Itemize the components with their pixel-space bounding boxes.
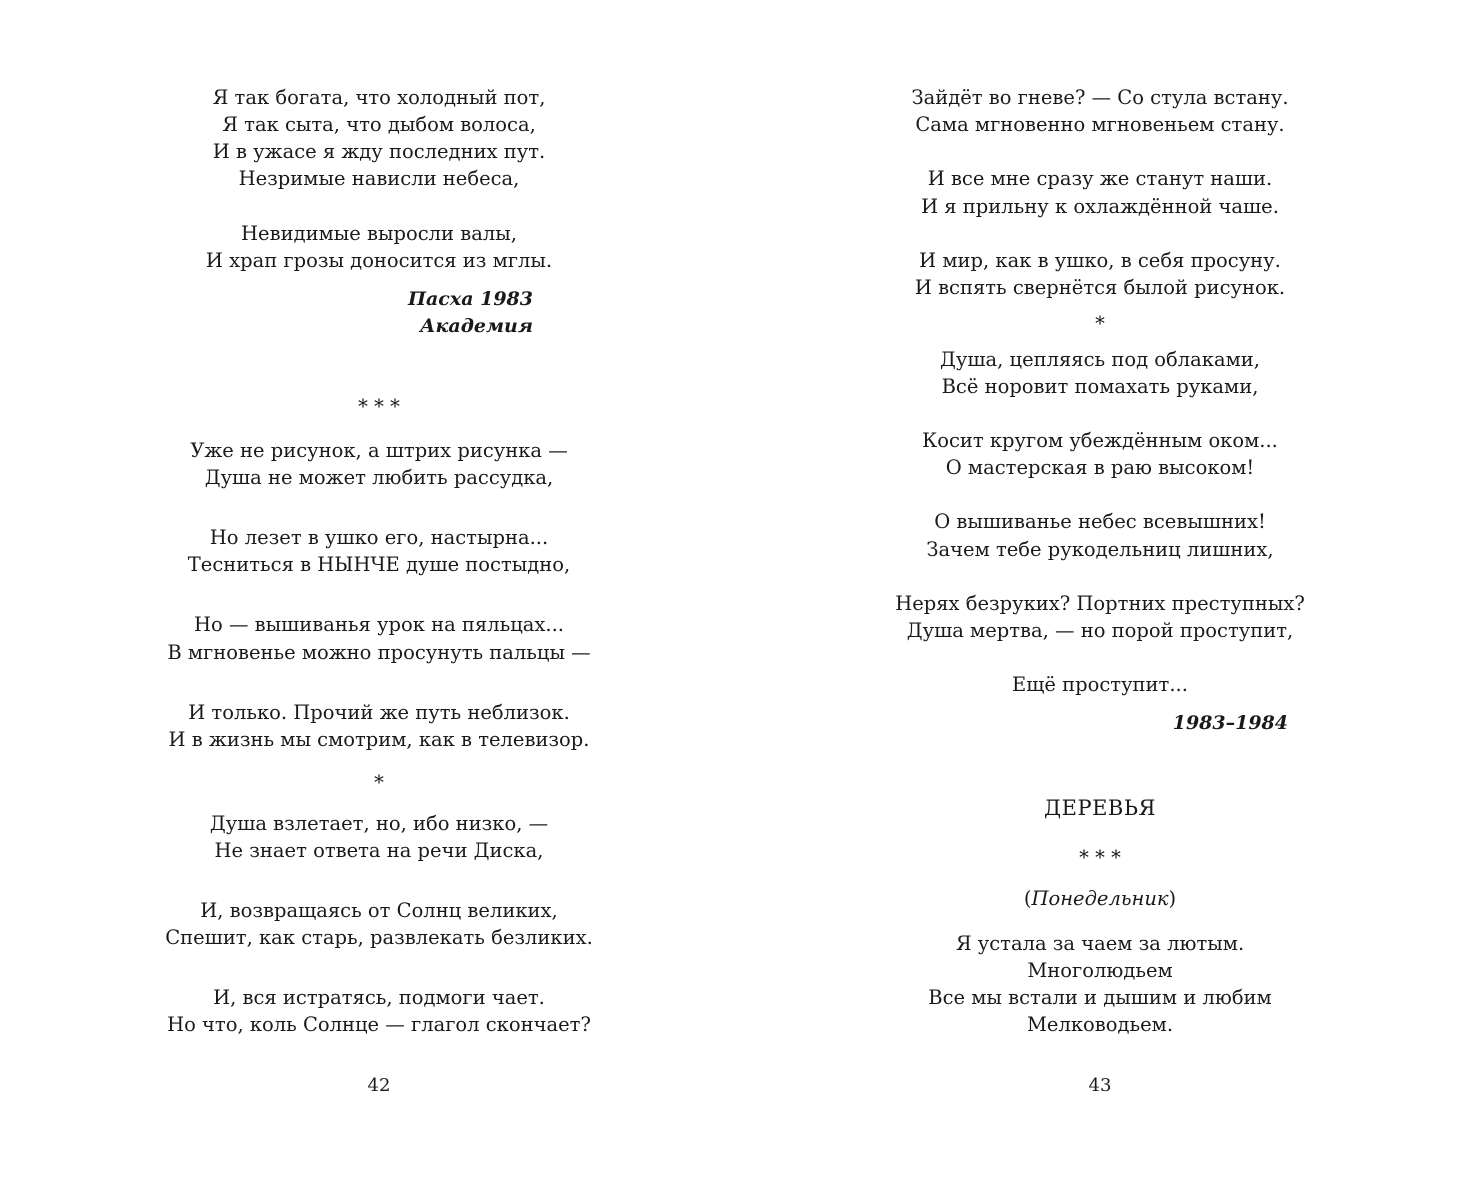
poem-line: Я так богата, что холодный пот, (212, 86, 546, 109)
poem-line: Душа, цепляясь под облаками, (940, 348, 1260, 371)
poem-line: Я так сыта, что дыбом волоса, (222, 113, 536, 136)
poem-line: Я устала за чаем за лютым. (955, 932, 1245, 955)
section-separator: * * * (358, 395, 400, 418)
poem-line: Но что, коль Солнце — глагол скончает? (167, 1013, 591, 1036)
poem-line: Не знает ответа на речи Диска, (214, 839, 544, 862)
poem-line: И, возвращаясь от Солнц великих, (200, 899, 558, 922)
poem-line: И я прильну к охлаждённой чаше. (921, 195, 1279, 218)
subtitle-paren-open: ( (1023, 887, 1032, 910)
poem-line: И в жизнь мы смотрим, как в телевизор. (168, 728, 590, 751)
poem-line: О вышиванье небес всевышних! (934, 510, 1266, 533)
poem-line: Косит кругом убеждённым оком... (922, 429, 1278, 452)
poem-line: Многолюдьем (1027, 959, 1173, 982)
poem-line: И вспять свернётся былой рисунок. (914, 276, 1286, 299)
poem-line: Ещё проступит... (1012, 673, 1188, 696)
page-number: 42 (367, 1075, 391, 1096)
poem-line: Всё норовит помахать руками, (941, 375, 1259, 398)
left-page (0, 0, 738, 1182)
poem-line: В мгновенье можно просунуть пальцы — (167, 641, 591, 664)
poem-line: Зачем тебе рукодельниц лишних, (926, 538, 1274, 561)
poem-line: И все мне сразу же станут наши. (927, 167, 1273, 190)
page-number: 43 (1088, 1075, 1112, 1096)
poem-line: И храп грозы доносится из мглы. (205, 249, 553, 272)
section-title: ДЕРЕВЬЯ (1044, 796, 1156, 820)
poem-line: Душа мертва, — но порой проступит, (906, 619, 1294, 642)
poem-line: Спешит, как старь, развлекать безликих. (165, 926, 593, 949)
poem-line: Незримые нависли небеса, (238, 167, 520, 190)
poem-line: Невидимые выросли валы, (241, 222, 517, 245)
poem-line: Сама мгновенно мгновеньем стану. (915, 113, 1285, 136)
poem-line: Тесниться в НЫНЧЕ душе постыдно, (187, 553, 571, 576)
poem-line: Уже не рисунок, а штрих рисунка — (190, 439, 568, 462)
poem-line: Но — вышиванья урок на пяльцах... (194, 613, 564, 636)
poem-line: И в ужасе я жду последних пут. (212, 140, 546, 163)
right-page (738, 0, 1476, 1182)
poem-line: Мелководьем. (1026, 1013, 1174, 1036)
poem-line: Зайдёт во гневе? — Со стула встану. (911, 86, 1289, 109)
poem-line: Нерях безруких? Портних преступных? (895, 592, 1305, 615)
poem-line: И мир, как в ушко, в себя просуну. (919, 249, 1281, 272)
poem-line: И только. Прочий же путь неблизок. (188, 701, 570, 724)
poem-date: Пасха 1983 (408, 288, 533, 310)
poem-line: Душа взлетает, но, ибо низко, — (209, 812, 549, 835)
stanza-asterisk: * (374, 771, 384, 794)
subtitle-paren-close: ) (1168, 887, 1177, 910)
poem-place: Академия (420, 315, 533, 337)
poem-line: И, вся истратясь, подмоги чает. (213, 986, 545, 1009)
poem-line: О мастерская в раю высоком! (945, 456, 1255, 479)
poem-subtitle (1024, 885, 1176, 912)
section-separator: * * * (1079, 846, 1121, 869)
subtitle-text: Понедельник (1031, 887, 1169, 910)
poem-date: 1983–1984 (1172, 712, 1288, 734)
poem-line: Душа не может любить рассудка, (204, 466, 554, 489)
poem-line: Все мы встали и дышим и любим (928, 986, 1272, 1009)
poem-line: Но лезет в ушко его, настырна... (209, 526, 549, 549)
stanza-asterisk: * (1095, 312, 1105, 335)
